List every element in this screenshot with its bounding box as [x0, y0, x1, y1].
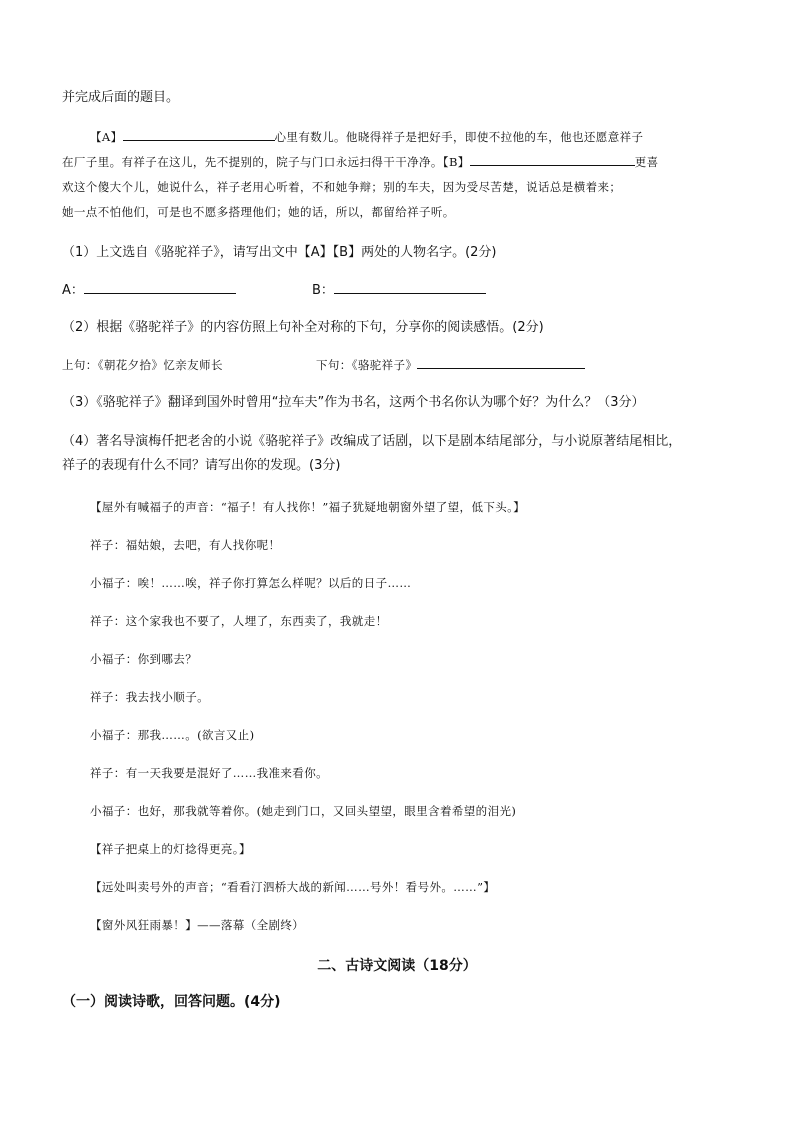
blank-b-inline[interactable]: [470, 152, 635, 166]
script-text: 祥子：这个家我也不要了，人埋了，东西卖了，我就走！: [90, 614, 388, 628]
lower-line-text: 下句：《骆驼祥子》: [316, 358, 418, 372]
intro-text: [62, 88, 179, 108]
answer-a-blank[interactable]: [84, 280, 236, 294]
passage-line-2: [62, 152, 659, 172]
question-4-text-2: 祥子的表现有什么不同？请写出你的发现。(3分): [62, 458, 341, 473]
script-text: 【祥子把桌上的灯捻得更亮。】: [90, 842, 251, 856]
subsection-title-text: （一）阅读诗歌，回答问题。(4分): [62, 994, 281, 1010]
upper-line: [62, 355, 223, 375]
script-line: [90, 839, 251, 859]
script-line: [90, 877, 495, 897]
intro-text-span: 并完成后面的题目。: [62, 90, 180, 105]
lower-line-blank[interactable]: [417, 355, 585, 369]
passage-text-2b: 更喜: [634, 155, 659, 169]
question-2-text: （2）根据《骆驼祥子》的内容仿照上句补全对称的下句，分享你的阅读感悟。(2分): [62, 320, 544, 335]
script-text: 小福子：那我……。(欲言又止): [90, 728, 255, 742]
script-text: 祥子：有一天我要是混好了……我准来看你。: [90, 766, 328, 780]
passage-line-1: [90, 127, 643, 147]
script-text: 【屋外有喊福子的声音：“福子！有人找你！”福子犹疑地朝窗外望了望，低下头。】: [90, 500, 526, 514]
script-text: 【远处叫卖号外的声音；“看看汀泗桥大战的新闻……号外！看号外。……”】: [90, 880, 496, 894]
passage-marker-a: 【A】: [90, 130, 123, 144]
subsection-title: [62, 992, 281, 1012]
question-2: [62, 318, 544, 338]
script-text: 【窗外风狂雨暴！】——落幕（全剧终）: [90, 918, 305, 932]
script-line: [90, 725, 254, 745]
passage-text-3: 欢这个傻大个儿，她说什么，祥子老用心听着，不和她争辩；别的车夫，因为受尽苦楚，说话总是横着来；: [62, 180, 622, 194]
script-line: [90, 763, 328, 783]
script-line: [90, 573, 411, 593]
question-4-text-1: （4）著名导演梅仟把老舍的小说《骆驼祥子》改编成了话剧，以下是剧本结尾部分，与小说原著结尾相比，: [62, 434, 682, 449]
script-text: 小福子：也好，那我就等着你。(她走到门口，又回头望望，眼里含着希望的泪光): [90, 804, 517, 818]
answer-a-row: [62, 280, 236, 301]
lower-line: [316, 355, 585, 375]
question-1-text: （1）上文选自《骆驼祥子》，请写出文中【A】【B】两处的人物名字。(2分): [62, 245, 497, 260]
script-text: 小福子：唉！……唉，祥子你打算怎么样呢？以后的日子……: [90, 576, 412, 590]
script-line: [90, 649, 197, 669]
script-line: [90, 611, 388, 631]
blank-a-inline[interactable]: [123, 127, 275, 141]
question-1: [62, 243, 497, 263]
passage-line-4: [62, 202, 455, 222]
passage-line-3: [62, 177, 621, 197]
section-title: [0, 955, 794, 977]
upper-line-text: 上句：《朝花夕拾》忆亲友师长: [62, 358, 223, 372]
answer-b-blank[interactable]: [334, 280, 486, 294]
script-text: 祥子：我去找小顺子。: [90, 690, 209, 704]
passage-text-1: 心里有数儿。他晓得祥子是把好手，即使不拉他的车，他也还愿意祥子: [274, 130, 644, 144]
question-4-line-2: [62, 456, 340, 476]
script-line: [90, 915, 304, 935]
script-text: 小福子：你到哪去？: [90, 652, 198, 666]
script-line: [90, 801, 516, 821]
passage-text-2a: 在厂子里。有祥子在这儿，先不提别的，院子与门口永远扫得干干净净。【B】: [62, 155, 470, 169]
answer-b-label: B：: [312, 283, 334, 298]
script-line: [90, 497, 525, 517]
question-4-line-1: [62, 432, 681, 452]
script-line: [90, 687, 209, 707]
script-text: 祥子：福姑娘，去吧，有人找你呢！: [90, 538, 281, 552]
section-title-text: 二、古诗文阅读（18分）: [317, 958, 477, 974]
question-3: [62, 393, 645, 413]
passage-text-4: 她一点不怕他们，可是也不愿多搭理他们；她的话，所以，都留给祥子听。: [62, 205, 455, 219]
answer-b-row: [312, 280, 486, 301]
answer-a-label: A：: [62, 283, 84, 298]
script-line: [90, 535, 280, 555]
question-3-text: （3）《骆驼祥子》翻译到国外时曾用“拉车夫”作为书名，这两个书名你认为哪个好？为什么？（3分）: [62, 395, 645, 410]
